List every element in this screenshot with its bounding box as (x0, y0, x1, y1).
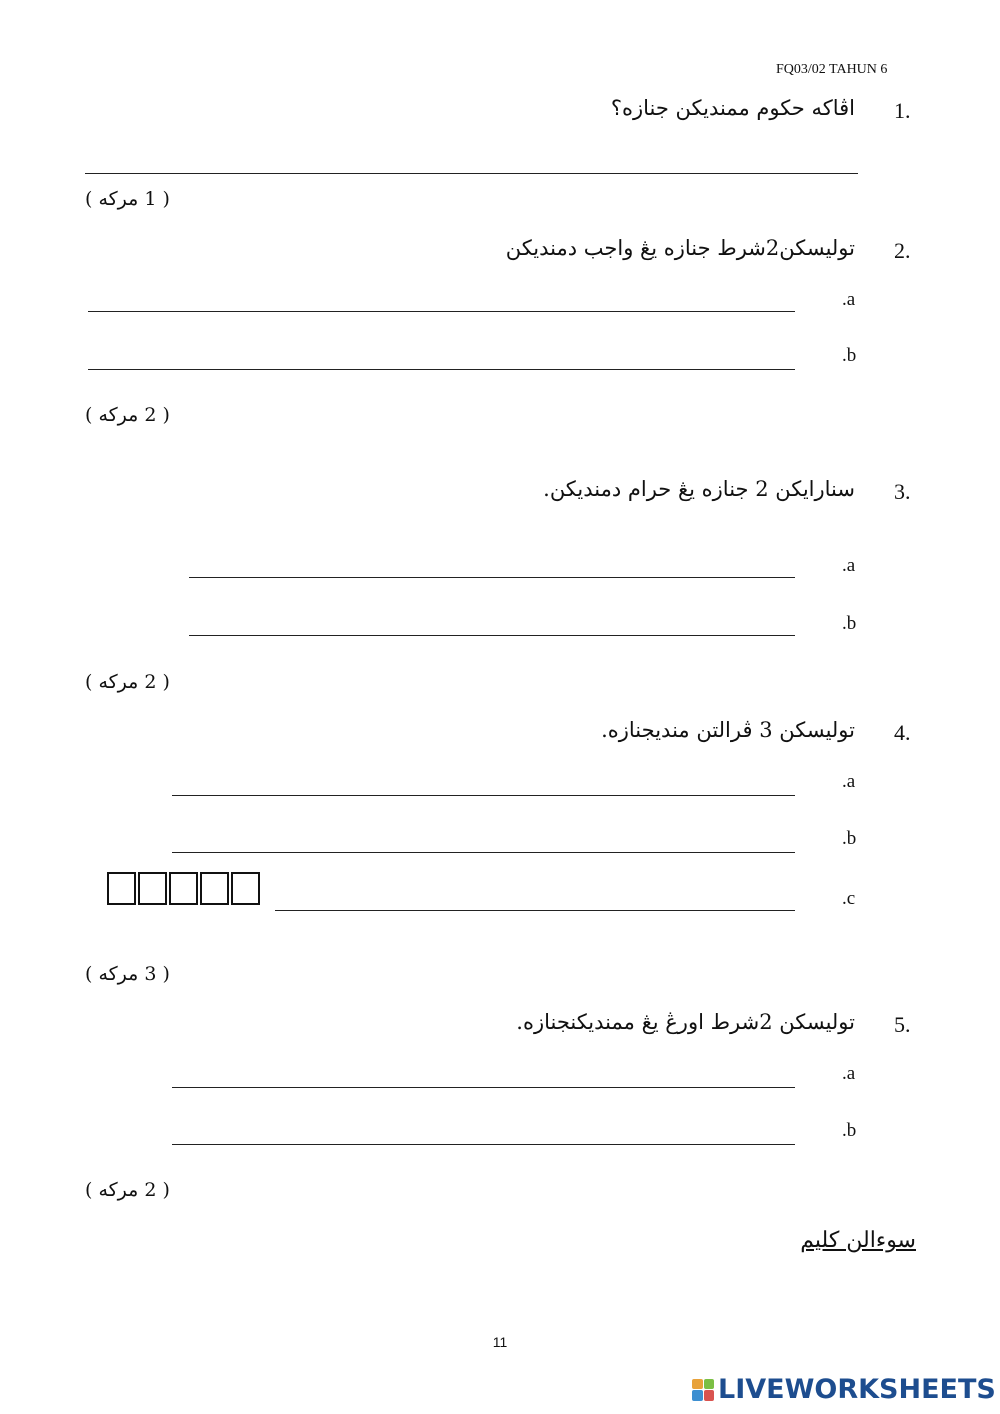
answer-line-4c[interactable] (275, 910, 795, 911)
answer-line-2b[interactable] (88, 369, 795, 370)
question-3-text: سنارايكن 2 جنازه يڠ حرام دمنديكن. (543, 477, 855, 501)
marks-q2: ( 2 مركه ) (85, 404, 170, 426)
answer-line-4a[interactable] (172, 795, 795, 796)
form-code: FQ03/02 TAHUN 6 (776, 62, 888, 77)
marks-q1: ( 1 مركه ) (85, 188, 170, 210)
question-3-number: 3. (894, 479, 911, 504)
brand-name: LIVEWORKSHEETS (718, 1374, 996, 1405)
answer-line-3b[interactable] (189, 635, 795, 636)
answer-boxes-4c[interactable] (107, 872, 260, 905)
answer-box[interactable] (231, 872, 260, 905)
answer-line-2a[interactable] (88, 311, 795, 312)
answer-line-3a[interactable] (189, 577, 795, 578)
logo-square (704, 1379, 715, 1390)
page-number: 11 (492, 1334, 508, 1350)
question-2-text: توليسكن2شرط جنازه يڠ واجب دمنديكن (505, 236, 855, 260)
answer-line-5b[interactable] (172, 1144, 795, 1145)
question-4-text: توليسكن 3 ڤرالتن منديجنازه. (601, 718, 855, 742)
answer-box[interactable] (107, 872, 136, 905)
question-5-number: 5. (894, 1012, 911, 1037)
label-3b: .b (842, 613, 857, 634)
question-1-number: 1. (894, 98, 911, 123)
question-2-number: 2. (894, 238, 911, 263)
marks-q3: ( 2 مركه ) (85, 671, 170, 693)
label-4c: .c (842, 888, 856, 909)
label-3a: .a (842, 555, 856, 576)
label-4b: .b (842, 828, 857, 849)
logo-square (692, 1390, 703, 1401)
closing-text: سوءالن كليم (800, 1228, 916, 1253)
answer-box[interactable] (169, 872, 198, 905)
answer-line-5a[interactable] (172, 1087, 795, 1088)
logo-square (692, 1379, 703, 1390)
brand-watermark (692, 1374, 996, 1405)
label-4a: .a (842, 771, 856, 792)
label-2b: .b (842, 345, 857, 366)
question-4-number: 4. (894, 720, 911, 745)
answer-box[interactable] (200, 872, 229, 905)
answer-line-1[interactable] (85, 173, 858, 174)
label-5b: .b (842, 1120, 857, 1141)
label-5a: .a (842, 1063, 856, 1084)
marks-q5: ( 2 مركه ) (85, 1179, 170, 1201)
answer-line-4b[interactable] (172, 852, 795, 853)
liveworksheets-logo-icon (692, 1379, 714, 1401)
marks-q4: ( 3 مركه ) (85, 963, 170, 985)
label-2a: .a (842, 289, 856, 310)
question-1-text: اڤاكه حكوم ممنديكن جنازه؟ (610, 96, 855, 120)
answer-box[interactable] (138, 872, 167, 905)
logo-square (704, 1390, 715, 1401)
question-5-text: توليسكن 2شرط اورڠ يڠ ممنديكنجنازه. (516, 1010, 855, 1034)
